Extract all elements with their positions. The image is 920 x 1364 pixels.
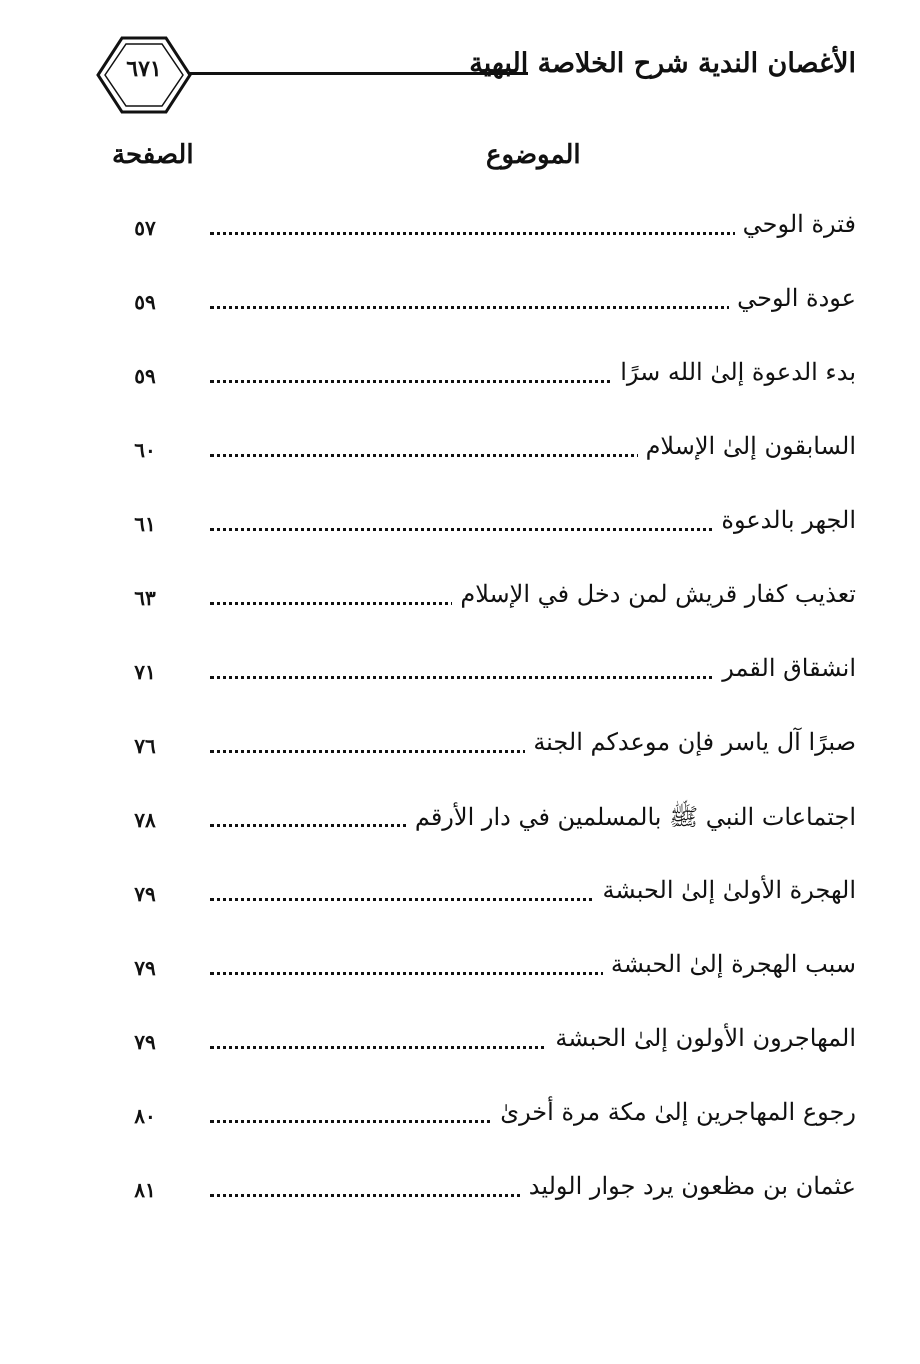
toc-row <box>120 284 856 358</box>
toc-entry-page: ٧٩ <box>134 882 156 906</box>
table-of-contents <box>120 210 856 1246</box>
page-column-heading: الصفحة <box>112 140 194 170</box>
toc-entry-page: ٧٨ <box>134 808 156 832</box>
toc-entry-title: رجوع المهاجرين إلىٰ مكة مرة أخرىٰ <box>492 1098 856 1126</box>
toc-row <box>120 802 856 876</box>
toc-row <box>120 1098 856 1172</box>
toc-entry-page: ٧٩ <box>134 956 156 980</box>
toc-entry-page: ٧٩ <box>134 1030 156 1054</box>
toc-row <box>120 876 856 950</box>
toc-row <box>120 506 856 580</box>
toc-entry-page: ٧٦ <box>134 734 156 758</box>
toc-entry-title: سبب الهجرة إلىٰ الحبشة <box>603 950 856 978</box>
toc-entry-page: ٥٩ <box>134 364 156 388</box>
toc-entry-page: ٦٠ <box>134 438 156 462</box>
toc-entry-title: فترة الوحي <box>735 210 856 238</box>
toc-entry-page: ٧١ <box>134 660 156 684</box>
toc-entry-page: ٦١ <box>134 512 156 536</box>
toc-entry-title: المهاجرون الأولون إلىٰ الحبشة <box>547 1024 856 1052</box>
toc-entry-title: عودة الوحي <box>729 284 856 312</box>
toc-entry-title: تعذيب كفار قريش لمن دخل في الإسلام <box>452 580 856 608</box>
book-title: الأغصان الندية شرح الخلاصة البهية <box>469 48 856 79</box>
toc-entry-page: ٨٠ <box>134 1104 156 1128</box>
toc-entry-page: ٥٧ <box>134 216 156 240</box>
toc-entry-title: اجتماعات النبي ﷺ بالمسلمين في دار الأرقم <box>407 802 856 837</box>
toc-entry-title: السابقون إلىٰ الإسلام <box>638 432 856 460</box>
toc-row <box>120 950 856 1024</box>
toc-row <box>120 580 856 654</box>
page-number-badge <box>96 34 192 116</box>
page-number: ٦٧١ <box>126 56 162 82</box>
toc-entry-title: بدء الدعوة إلىٰ الله سرًا <box>612 358 856 386</box>
toc-entry-title: الجهر بالدعوة <box>713 506 856 534</box>
toc-entry-page: ٨١ <box>134 1178 156 1202</box>
toc-entry-title: الهجرة الأولىٰ إلىٰ الحبشة <box>595 876 856 904</box>
toc-row <box>120 1024 856 1098</box>
toc-entry-title: عثمان بن مظعون يرد جوار الوليد <box>521 1172 856 1200</box>
toc-row <box>120 210 856 284</box>
toc-row <box>120 1172 856 1246</box>
toc-entry-title: انشقاق القمر <box>714 654 856 682</box>
toc-row <box>120 432 856 506</box>
toc-entry-page: ٥٩ <box>134 290 156 314</box>
topic-column-heading: الموضوع <box>486 140 581 170</box>
toc-row <box>120 358 856 432</box>
toc-entry-title: صبرًا آل ياسر فإن موعدكم الجنة <box>525 728 856 756</box>
toc-row <box>120 654 856 728</box>
toc-row <box>120 728 856 802</box>
toc-entry-page: ٦٣ <box>134 586 156 610</box>
running-header <box>96 34 856 116</box>
